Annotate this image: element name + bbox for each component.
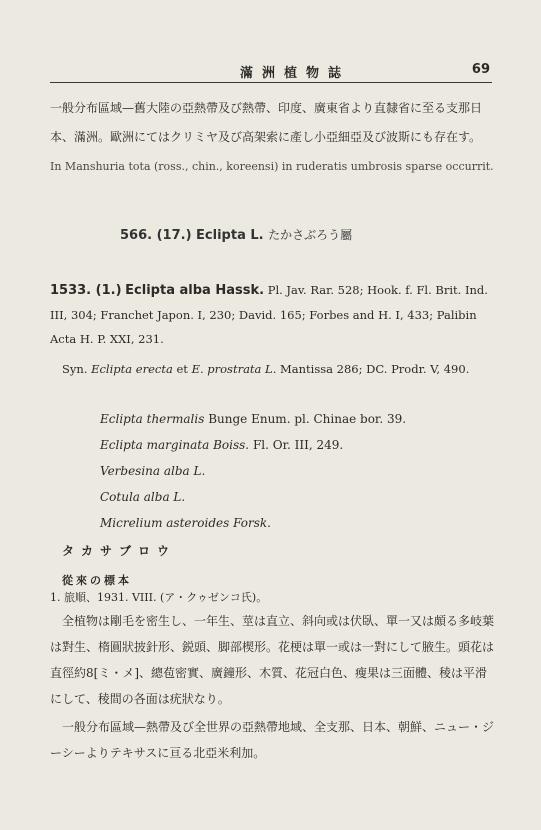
synonym-et: et: [176, 362, 188, 376]
synonym-item: [100, 484, 406, 510]
synonym-item: [100, 432, 406, 458]
synonym-item: [100, 510, 406, 536]
japanese-common-name: タカサブロウ: [62, 544, 177, 558]
distribution-latin-text: In Manshuria tota (ross., chin., koreensi) in ruderatis umbrosis sparse occurrit.: [50, 160, 494, 173]
species-number: 1533. (1.): [50, 283, 122, 298]
genus-japanese-name: たかさぶろう屬: [268, 228, 353, 242]
synonym-name: Eclipta thermalis: [100, 412, 205, 426]
synonym-reference: Fl. Or. III, 249.: [252, 438, 344, 452]
specimen-record: 1. 旅順、1931. VIII. (ア・クゥゼンコ氏)。: [50, 591, 268, 604]
species-references: Pl. Jav. Rar. 528; Hook. f. Fl. Brit. Ind. III, 304; Franchet Japon. I, 230; David. 165; Forbes and H. I, 433; Palibin Acta H. P. XXI, 231.: [50, 283, 488, 346]
distribution-jp-text: 一般分布區域—舊大陸の亞熱帶及び熱帶、印度、廣東省より直隸省に至る支那日本、滿洲。歐洲にてはクリミヤ及び高架索に產し小亞細亞及び波斯にも存在す。: [50, 101, 483, 144]
synonym-list: [100, 406, 406, 536]
previous-entry-distribution: [50, 94, 498, 181]
synonym-label: Syn.: [62, 362, 88, 376]
running-header: [50, 60, 492, 86]
species-name: Eclipta alba Hassk.: [125, 283, 265, 298]
specimens-heading: 從來の標本: [62, 574, 132, 587]
synonym-prostrata: E. prostrata L.: [191, 362, 277, 376]
genus-name: Eclipta L.: [196, 228, 264, 243]
header-title: 滿洲植物誌: [239, 66, 350, 81]
header-rule: [50, 82, 492, 83]
page-number: 69: [471, 62, 490, 77]
synonym-name: Micrelium asteroides Forsk.: [100, 516, 271, 530]
synonym-first-reference: Mantissa 286; DC. Prodr. V, 490.: [280, 362, 470, 376]
synonym-name: Verbesina alba L.: [100, 464, 206, 478]
genus-heading: [120, 226, 352, 243]
synonym-erecta: Eclipta erecta: [91, 362, 173, 376]
morphological-description: 全植物は剛毛を密生し、一年生、莖は直立、斜向或は伏臥、單一又は頗る多岐葉は對生、楕圓狀披針形、鋭頭、脚部楔形。花梗は單一或は一對にして腋生。頭花は直徑約8[ミ・メ]、總苞密實、廣鐘形、木質、花冠白色、瘦果は三面體、稜は平滑にして、稜間の各面は疣狀なり。: [50, 614, 495, 706]
synonym-reference: Bunge Enum. pl. Chinae bor. 39.: [208, 412, 407, 426]
synonym-first: [62, 356, 536, 382]
synonym-item: [100, 458, 406, 484]
genus-number: 566. (17.): [120, 228, 192, 243]
general-distribution: 一般分布區域—熱帶及び全世界の亞熱帶地域、全支那、日本、朝鮮、ニュー・ジーシーよりテキサスに亘る北亞米利加。: [50, 720, 495, 760]
synonym-name: Eclipta marginata Boiss.: [100, 438, 250, 452]
species-entry: [50, 278, 498, 351]
synonym-item: [100, 406, 406, 432]
synonym-name: Cotula alba L.: [100, 490, 186, 504]
